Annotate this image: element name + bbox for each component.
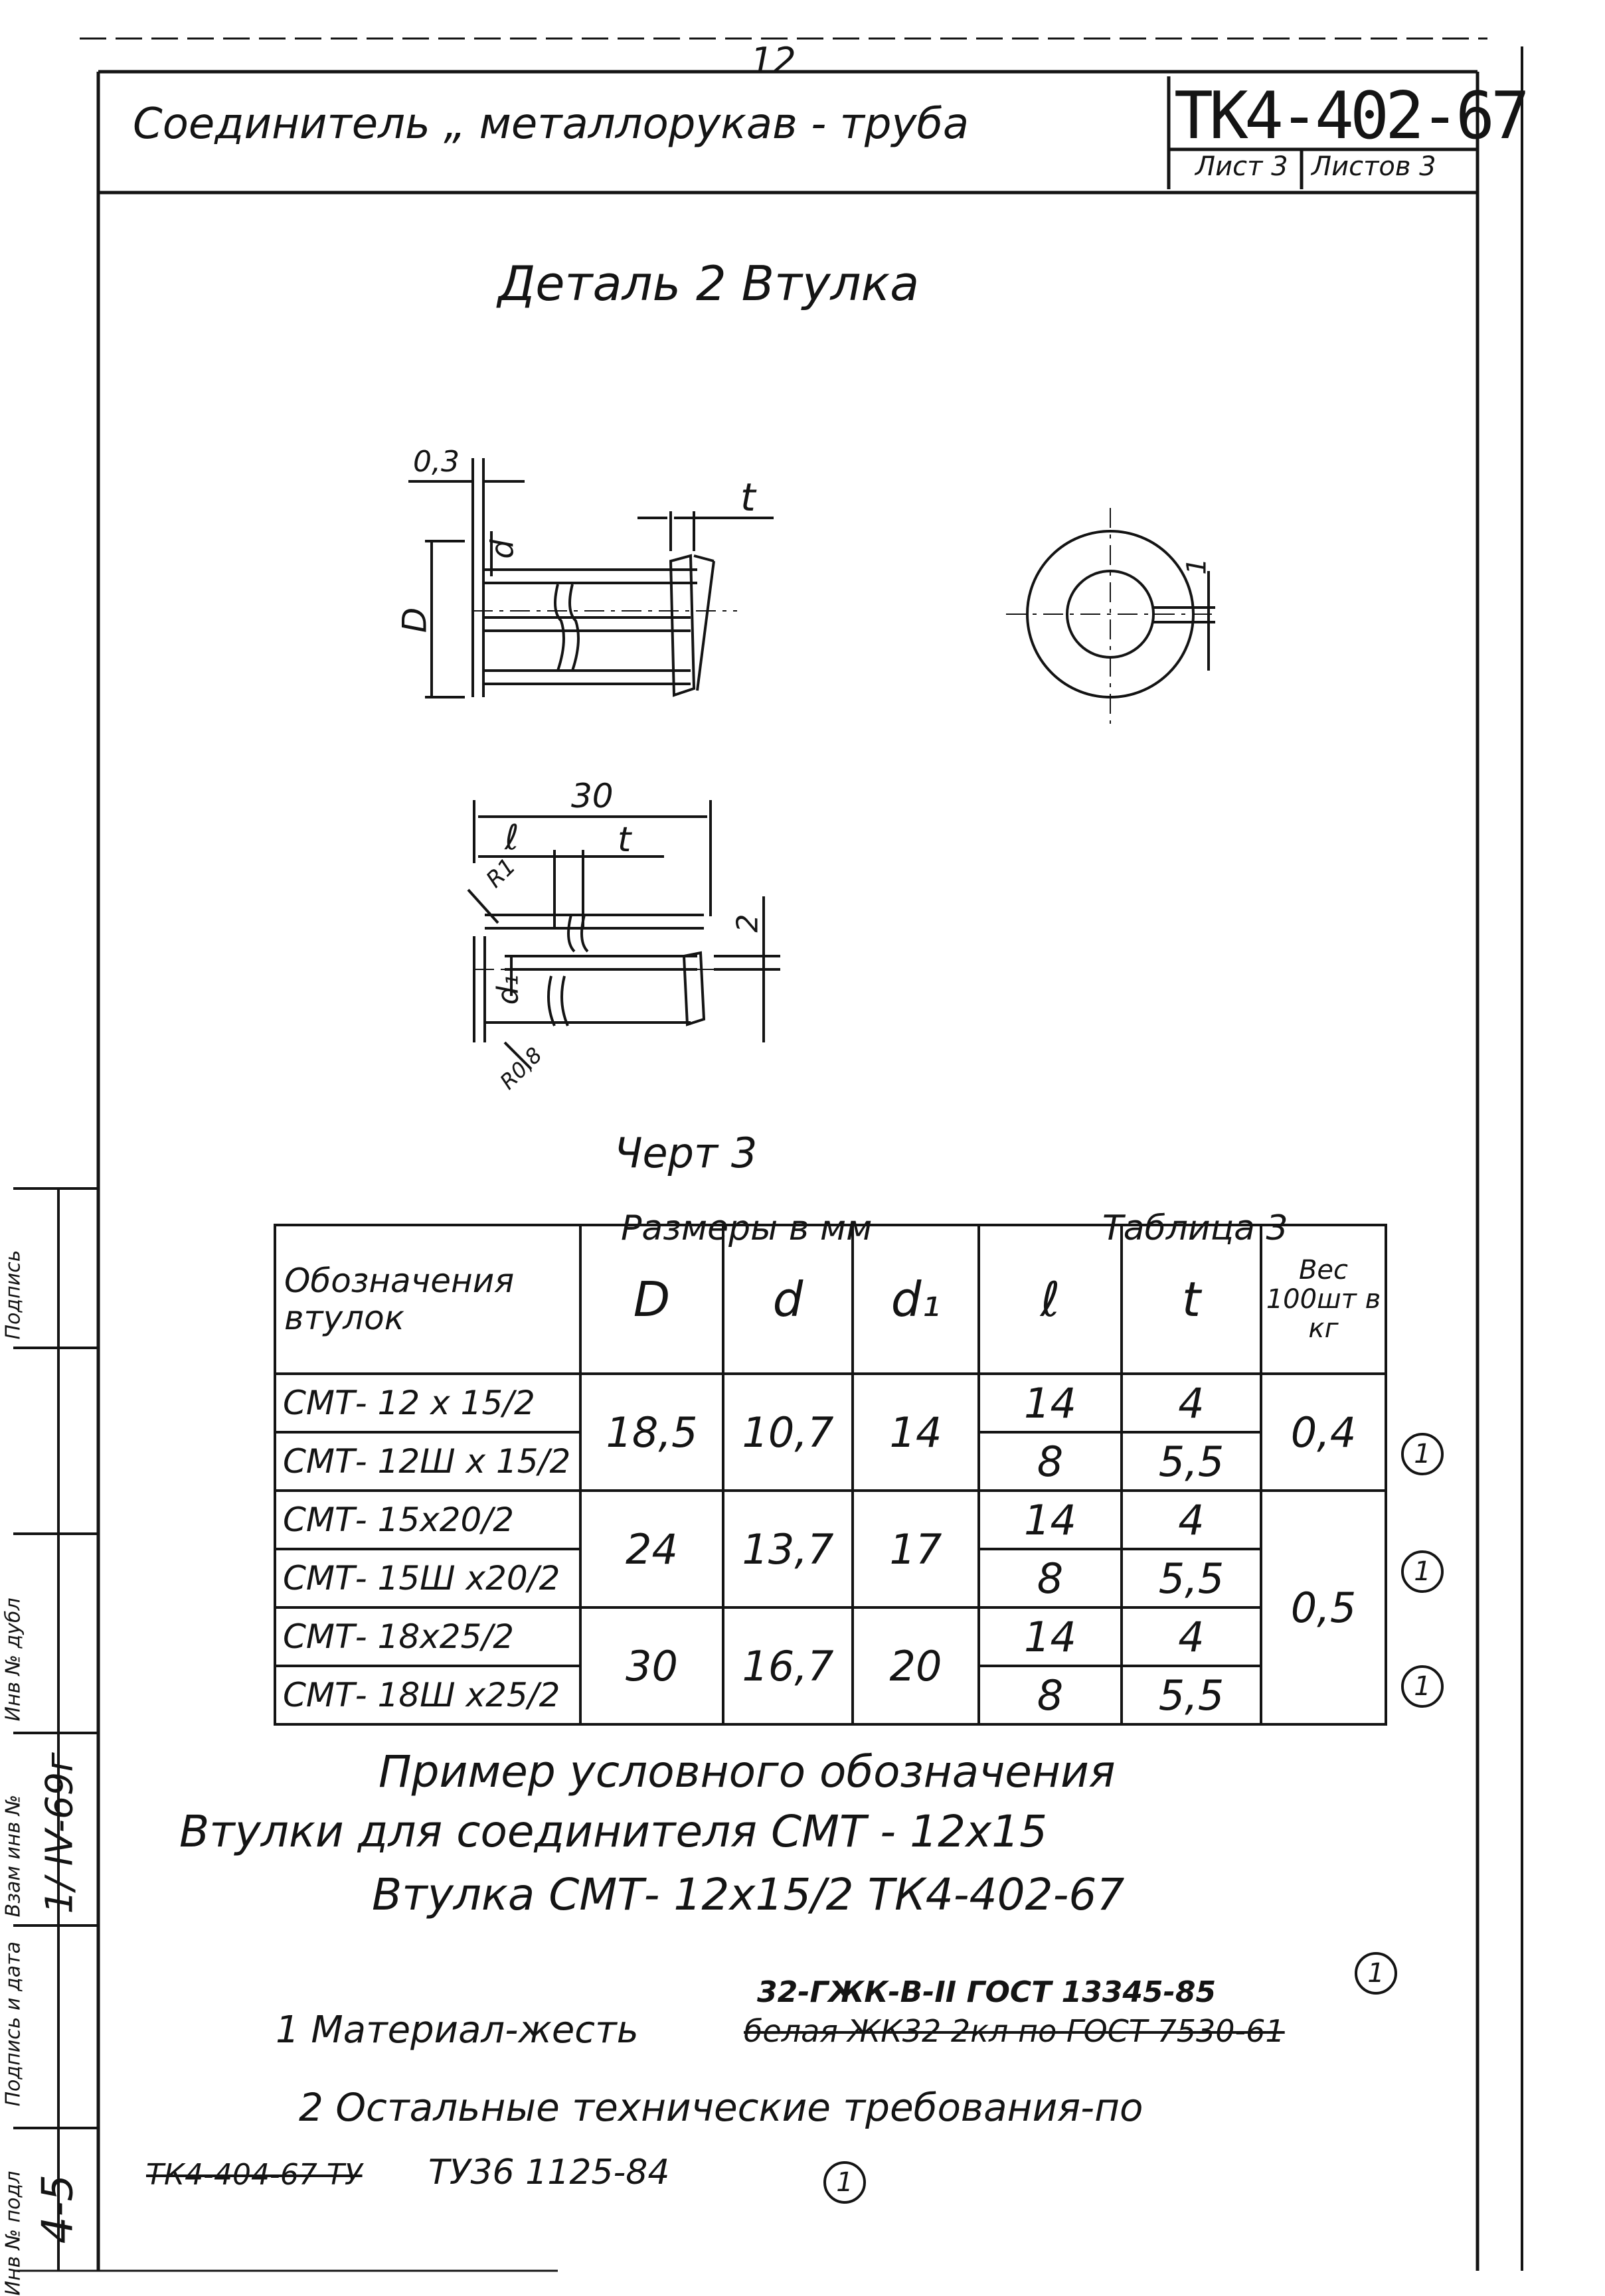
revision-mark: 1 bbox=[1401, 1550, 1444, 1593]
sleeve-dimensions-table bbox=[274, 1224, 1387, 1726]
stamp-replace-label: Взам инв № bbox=[1, 1794, 25, 1918]
t-cell: 5,5 bbox=[1122, 1549, 1261, 1607]
d-cell: 13,7 bbox=[723, 1491, 853, 1607]
dim-l: ℓ bbox=[505, 818, 519, 858]
example-heading: Пример условного обозначения bbox=[379, 1746, 1116, 1797]
designation-cell: СМТ- 15х20/2 bbox=[275, 1491, 580, 1549]
stamp-inv-value: 4-5 bbox=[33, 2174, 83, 2244]
note1-insert: 32-ГЖК-В-II ГОСТ 13345-85 bbox=[757, 1975, 1217, 2009]
revision-mark: 1 bbox=[1401, 1433, 1444, 1475]
page-number: 12 bbox=[750, 40, 796, 82]
d1-cell: 17 bbox=[853, 1491, 979, 1607]
page-title: Соединитель „ металлорукав - труба bbox=[133, 100, 970, 149]
dim-d: d bbox=[484, 539, 521, 559]
sheet-label: Лист 3 bbox=[1195, 151, 1288, 182]
dim-d1: d₁ bbox=[491, 974, 525, 1005]
D-cell: 24 bbox=[580, 1491, 723, 1607]
stamp-sign-value: 1/ IV-69г bbox=[38, 1752, 82, 1914]
l-cell: 8 bbox=[979, 1549, 1122, 1607]
t-cell: 4 bbox=[1122, 1374, 1261, 1432]
note1-struck: белая ЖК32 2кл по ГОСТ 7530-61 bbox=[744, 2013, 1285, 2049]
dim-t-bottom: t bbox=[618, 820, 632, 860]
t-cell: 4 bbox=[1122, 1607, 1261, 1666]
table-header-row bbox=[275, 1225, 1386, 1374]
stamp-inv-label: Инв № подл bbox=[1, 2171, 25, 2296]
revision-mark: 1 bbox=[1355, 1952, 1397, 1995]
t-cell: 5,5 bbox=[1122, 1666, 1261, 1724]
stamp-sign-label: Подпись и дата bbox=[1, 1941, 25, 2107]
weight-cell: 0,4 bbox=[1261, 1374, 1386, 1491]
header-designation: Обозначения втулок bbox=[275, 1225, 580, 1374]
doc-code: ТК4-402-67 bbox=[1174, 78, 1527, 154]
designation-cell: СМТ- 12Ш х 15/2 bbox=[275, 1432, 580, 1491]
dim-0-3: 0,3 bbox=[413, 445, 460, 479]
dim-r1: R1 bbox=[481, 853, 521, 894]
l-cell: 14 bbox=[979, 1491, 1122, 1549]
d-cell: 16,7 bbox=[723, 1607, 853, 1724]
sleeve-side-view bbox=[408, 458, 774, 697]
d-cell: 10,7 bbox=[723, 1374, 853, 1491]
figure-caption: Черт 3 bbox=[614, 1129, 758, 1177]
stamp-extra-label: Подпись bbox=[1, 1250, 25, 1340]
dim-D: D bbox=[395, 607, 434, 633]
designation-cell: СМТ- 12 х 15/2 bbox=[275, 1374, 580, 1432]
l-cell: 14 bbox=[979, 1374, 1122, 1432]
table-caption-units: Размеры в мм bbox=[621, 1208, 873, 1248]
header-weight: Вес 100шт в кг bbox=[1261, 1225, 1386, 1374]
dim-30: 30 bbox=[571, 777, 614, 815]
t-cell: 5,5 bbox=[1122, 1432, 1261, 1491]
designation-cell: СМТ- 15Ш х20/2 bbox=[275, 1549, 580, 1607]
l-cell: 8 bbox=[979, 1666, 1122, 1724]
weight-cell: 0,5 bbox=[1261, 1491, 1386, 1724]
l-cell: 8 bbox=[979, 1432, 1122, 1491]
note2: 2 Остальные технические требования-по bbox=[299, 2085, 1143, 2130]
designation-cell: СМТ- 18Ш х25/2 bbox=[275, 1666, 580, 1724]
detail-title: Деталь 2 Втулка bbox=[498, 256, 920, 311]
sheets-label: Листов 3 bbox=[1311, 151, 1436, 182]
designation-cell: СМТ- 18х25/2 bbox=[275, 1607, 580, 1666]
header-t: t bbox=[1122, 1225, 1261, 1374]
D-cell: 18,5 bbox=[580, 1374, 723, 1491]
stamp-dup-label: Инв № дубл bbox=[1, 1598, 25, 1722]
revision-mark: 1 bbox=[823, 2161, 866, 2204]
dim-1: 1 bbox=[1181, 558, 1213, 575]
header-d: d bbox=[723, 1225, 853, 1374]
sleeve-end-view bbox=[1006, 508, 1215, 724]
header-d1: d₁ bbox=[853, 1225, 979, 1374]
table-row bbox=[275, 1374, 1386, 1432]
table-row bbox=[275, 1491, 1386, 1549]
note3: ТУ36 1125-84 bbox=[428, 2153, 670, 2192]
note3-struck: ТК4-404-67 ТУ bbox=[146, 2158, 363, 2192]
dim-t-top: t bbox=[740, 475, 756, 520]
example-line-2: Втулка СМТ- 12х15/2 ТК4-402-67 bbox=[372, 1869, 1125, 1920]
d1-cell: 20 bbox=[853, 1607, 979, 1724]
revision-mark: 1 bbox=[1401, 1665, 1444, 1708]
t-cell: 4 bbox=[1122, 1491, 1261, 1549]
d1-cell: 14 bbox=[853, 1374, 979, 1491]
note1-prefix: 1 Материал-жесть bbox=[276, 2009, 639, 2052]
l-cell: 14 bbox=[979, 1607, 1122, 1666]
header-l: ℓ bbox=[979, 1225, 1122, 1374]
header-D: D bbox=[580, 1225, 723, 1374]
table-row bbox=[275, 1607, 1386, 1666]
example-line-1: Втулки для соединителя СМТ - 12х15 bbox=[179, 1806, 1048, 1857]
dim-2: 2 bbox=[730, 914, 765, 933]
D-cell: 30 bbox=[580, 1607, 723, 1724]
dim-r08: R0,8 bbox=[495, 1042, 547, 1095]
table-caption-number: Таблица 3 bbox=[1102, 1208, 1288, 1248]
